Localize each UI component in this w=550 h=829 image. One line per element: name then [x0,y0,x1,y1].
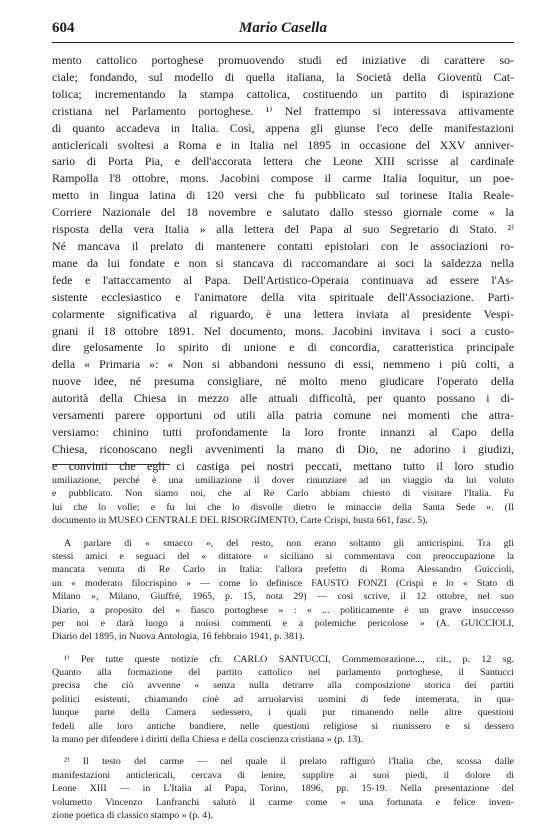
body-line: cristiana nel Parlamento portoghese. ¹⁾ Nel frattempo si interessava attivamente [52,103,514,118]
body-line: tolica; incrementando la stampa cattolica, costituendo un partito di ispirazione [52,86,514,101]
body-line: ciale; fondando, sul modello di quella italiana, la Società della Gioventù Cat- [52,69,514,84]
footnote-line: precisa che ciò avvenne « senza nulla detrarre alla composizione storica dei partiti [52,680,514,692]
body-line: risposta della vera Italia » alla lettera del Papa al suo Segretario di Stato. ²⁾ [52,222,514,237]
footnote-line: mancata venuta di Re Carlo in Italia: l'allora prefetto di Roma Alessandro Guiccioli, [52,564,514,576]
footnote-line: fedeli alle loro antiche bandiere, nelle questioni religiose si riunissero e si dessero [52,720,514,732]
paragraph-gap [52,746,514,755]
footnote-line: lunque parte della Camera sedessero, i quali pur rimanendo nelle altre questioni [52,707,514,719]
footnote-line: stessi amici e seguaci del « dittatore » siciliano si commentava con preoccupazione la [52,550,514,562]
page-header [52,20,514,43]
paragraph-gap [52,644,514,653]
body-line: della « Primaria »: « Non si abbandoni nessuno di essi, nemmeno i più colti, a [52,357,514,372]
body-line: anticlericali svoltesi a Roma e in Italia nel 1895 in occasione del XXV anniver- [52,137,514,152]
footnote-line: A parlare di « smacco », del resto, non erano soltanto gli anticrispini. Tra gli [64,537,514,549]
body-line: Chiesa, riconoscano negli avvenimenti la mano di Dio, ne adorino i giudizi, [52,441,514,456]
footnote-line: politici esistenti, chiamando cioè ad arruolarvisi uomini di fede intemerata, in qua- [52,693,514,705]
footnote-1: ¹⁾ Per tutte queste notizie cfr. CARLO SANTUCCI, Commemorazione..., cit., p. 12 sg. [64,653,514,665]
body-line: e convinti che egli ci castiga pei nostri peccati, mettano tutto il loro studio [52,458,514,473]
body-line: dire gelosamente lo spirito di unione e di concordia, caratteristica principale [52,340,514,355]
paragraph-gap [52,528,514,537]
page-number: 604 [52,20,75,36]
body-line: colarmente significativa al riguardo, è una lettera inviata al presidente Vespi- [52,306,514,321]
footnote-2: ²⁾ Il testo del carme — nel quale il prelato raffigurò l'Italia che, scossa dalle [64,756,514,768]
body-line: nuove idee, né presuma consigliare, né molto meno giudicare l'operato della [52,374,514,389]
footnote-line: Diario del 1895, in Nuova Antologia, 16 febbraio 1941, p. 381). [52,631,305,643]
footnote-line: manifestazioni anticlericali, cercava di lenire, supplire ai suoi piedi, il dolore di [52,769,514,781]
footnote-line: un « moderato filocrispino » — come lo definisce FAUSTO FONZI (Crispi e lo « Stato di [52,577,514,589]
body-line: sario di Porta Pia, e dell'accorata lettera che Leone XIII scrisse al cardinale [52,154,514,169]
footnote-line: Quanto alla formazione del partito cattolico nel parlamento portoghese, il Santucci [52,667,514,679]
body-line: autorità della Chiesa in mezzo alle attuali difficoltà, per quanto possano i di- [52,391,514,406]
body-line: Né mancava il prelato di mantenere contatti epistolari con le associazioni ro- [52,238,514,253]
footnote-line: per noi e darà luogo a noiosi commenti e a polemiche pericolose » (A. GUICCIOLI, [52,617,514,629]
body-line: metto in lingua latina di 120 versi che fu pubblicato sul torinese Italia Reale- [52,188,514,203]
footnote-line: Diario, a proposito del « fiasco portoghese » : « ... politicamente è un grave insuccesso [52,604,514,616]
footnote-line: Milano », Milano, Giuffrè, 1965, p. 15, nota 29) — così scrive, il 12 ottobre, nel suo [52,591,514,603]
body-line: versiamo: chinino tutti profondamente la loro fronte innanzi al Capo della [52,424,514,439]
body-line: mane da lui fondate e non si stancava di raccomandare ai soci la saldezza nella [52,255,514,270]
running-head: Mario Casella [239,20,327,36]
body-line: Corriere Nazionale del 18 novembre e salutato dallo stesso giornale come « la [52,205,514,220]
footnote-line: umiliazione, perché è una umiliazione il dover rinunziare ad un viaggio da lui voluto [52,475,514,486]
footnote-line: la mano per difendere i diritti della Chiesa e della coscienza cristiana » (p. 13). [52,734,363,746]
footnote-line: Leone XIII — in L'Italia al Papa, Torino, 1896, pp. 15-19. Nella presentazione del [52,783,514,795]
body-line: mento cattolico portoghese promuovendo studi ed iniziative di carattere so- [52,53,514,67]
footnote-line: volumetto Vincenzo Lanfranchi salutò il carme come « una fortunata e felice inven- [52,796,514,808]
footnote-separator [52,464,170,465]
main-body-text [52,52,514,475]
body-line: di quanto accadeva in Italia. Così, appena gli giunse l'eco delle manifestazioni [52,120,514,135]
body-line: versamenti parere opportuni od utili alla patria comune nei momenti che attra- [52,408,514,423]
footnote-line: e pubblicato. Non siamo noi, che al Re Carlo abbiam chiesto di visitare l'Italia. Fu [52,488,514,500]
footnote-line: documento in MUSEO CENTRALE DEL RISORGIMENTO, Carte Crispi, busta 661, fasc. 5). [52,515,428,527]
footnotes [52,474,514,822]
body-line: sistente ecclesiastico e l'animatore della vita spirituale dell'Associazione. Parti- [52,289,514,304]
body-line: Rampolla l'8 ottobre, mons. Jacobini compose il carme Italia loquitur, un poe- [52,171,514,186]
footnote-line: lui che lo volle; e fu lui che lo disvolle dietro le minaccie della Santa Sede ». (Il [52,501,514,513]
body-line: fede e l'attaccamento al Papa. Dell'Artistico-Operaia continuava ad essere l'As- [52,272,514,287]
body-line: gnani il 18 ottobre 1891. Nel documento, mons. Jacobini invitava i soci a custo- [52,323,514,338]
footnote-line: zione poetica di classico stampo » (p. 4). [52,809,213,821]
